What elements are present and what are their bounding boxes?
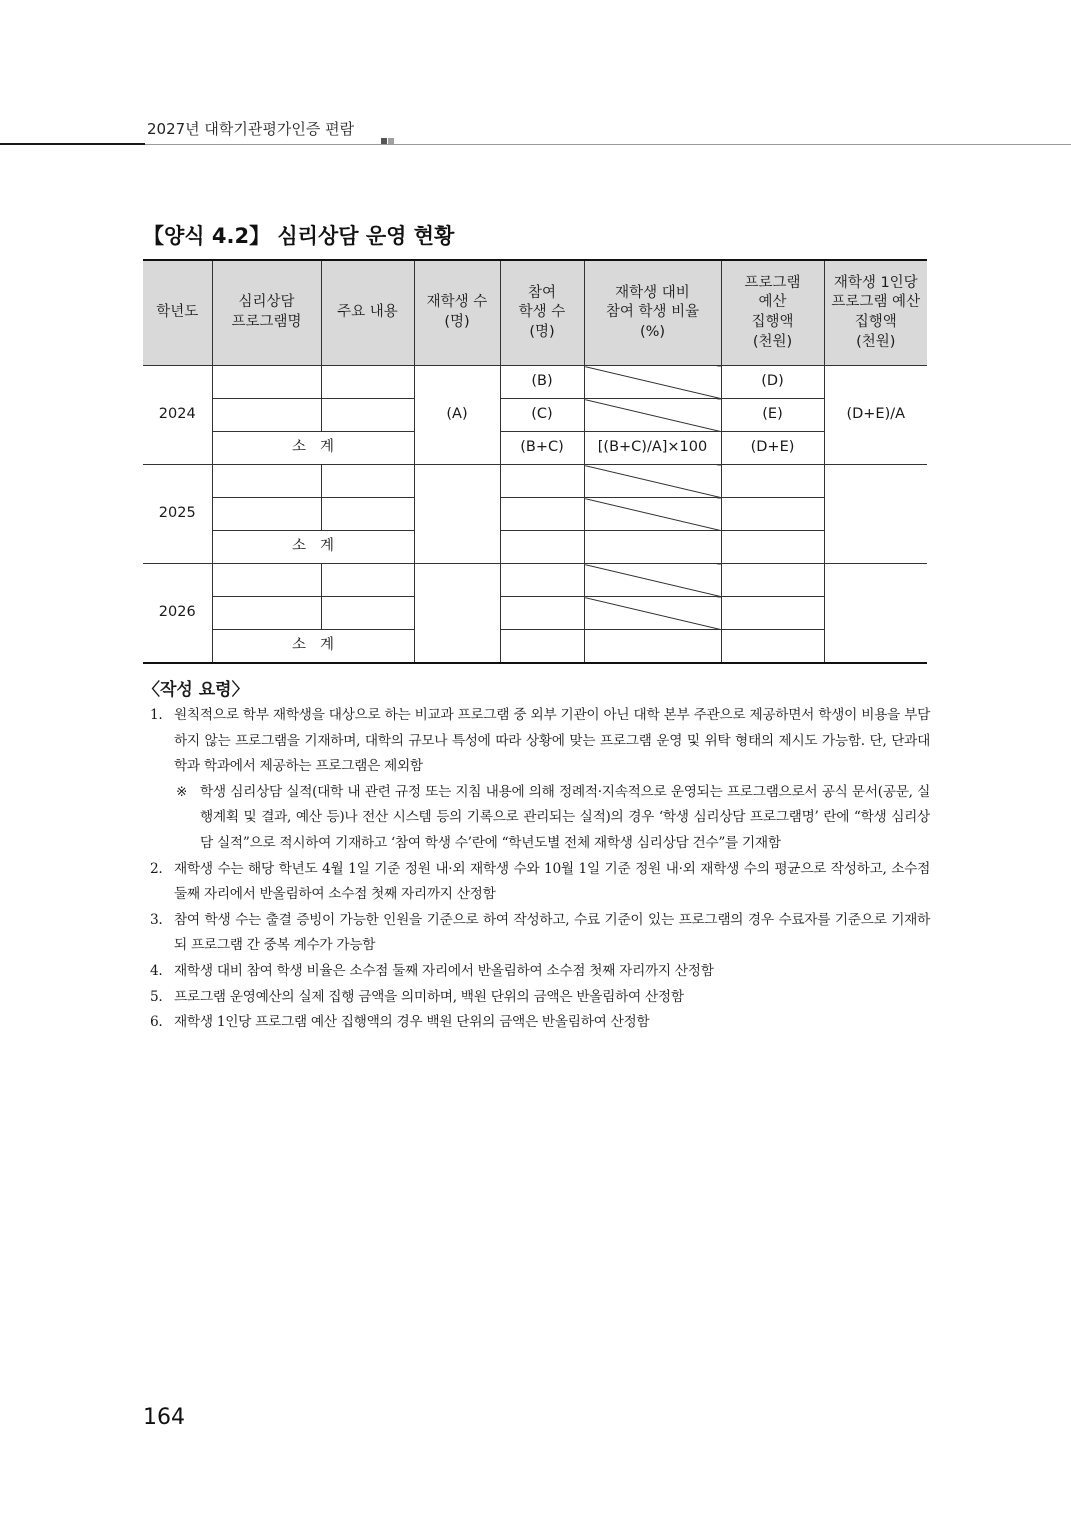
budget-cell: (E) (721, 399, 824, 432)
subtotal-ratio-cell (584, 630, 721, 664)
note-text: 학생 심리상담 실적(대학 내 관련 규정 또는 지침 내용에 의해 정례적·지속적으로 운영되는 프로그램으로서 공식 문서(공문, 실행계획 및 결과, 예산 등)나 전산 시스템 등의 기록으로 관리되는 실적)의 경우 ‘학생 심리상담 프로그램명’ 란에 “학생 심리상담 실적”으로 적시하여 기재하고 ‘참여 학생 수’란에 “학년도별 전체 재학생 심리상담 건수”를 기재함 (200, 783, 930, 851)
subtotal-label: 소계 (212, 531, 414, 564)
subtotal-budget-cell (721, 531, 824, 564)
program-name-cell[interactable] (212, 498, 321, 531)
column-header: 학년도 (143, 260, 212, 366)
header-decoration (381, 129, 395, 148)
table-row (143, 399, 927, 432)
guideline-number: 1. (150, 707, 163, 723)
guideline-text: 재학생 1인당 프로그램 예산 집행액의 경우 백원 단위의 금액은 반올림하여 산정함 (174, 1014, 650, 1031)
diagonal-blank-cell (584, 498, 721, 531)
budget-cell (721, 498, 824, 531)
per-student-budget-cell: (D+E)/A (824, 366, 927, 465)
diagonal-blank-cell (584, 597, 721, 630)
main-content-cell[interactable] (321, 564, 414, 597)
diagonal-blank-cell (584, 399, 721, 432)
main-content-cell[interactable] (321, 597, 414, 630)
guideline-number: 3. (150, 911, 163, 928)
page-number: 164 (143, 1405, 185, 1430)
subtotal-row (143, 531, 927, 564)
main-content-cell[interactable] (321, 399, 414, 432)
subtotal-label: 소계 (212, 432, 414, 465)
note-mark: ※ (176, 783, 188, 800)
column-header: 재학생 수 (명) (414, 260, 500, 366)
header-rule-thick (0, 143, 145, 145)
program-name-cell[interactable] (212, 597, 321, 630)
guideline-number: 2. (150, 860, 163, 877)
guideline-number: 4. (150, 962, 163, 979)
guideline-number: 5. (150, 988, 163, 1005)
guidelines-list (150, 703, 930, 1036)
form-title: 【양식 4.2】 심리상담 운영 현황 (143, 224, 455, 248)
diagonal-blank-cell (584, 366, 721, 399)
guideline-item (150, 1010, 930, 1036)
diagonal-blank-cell (584, 465, 721, 498)
table-header-row (143, 260, 927, 366)
student-count-cell: (A) (414, 366, 500, 465)
budget-cell (721, 465, 824, 498)
subtotal-ratio-cell (584, 531, 721, 564)
guideline-item (150, 703, 930, 780)
guideline-text: 프로그램 운영예산의 실제 집행 금액을 의미하며, 백원 단위의 금액은 반올림하여 산정함 (174, 988, 684, 1005)
participant-count-cell (500, 597, 584, 630)
subtotal-ratio-cell: [(B+C)/A]×100 (584, 432, 721, 465)
guideline-item (150, 908, 930, 959)
participant-count-cell (500, 465, 584, 498)
main-content-cell[interactable] (321, 465, 414, 498)
running-header-title: 2027년 대학기관평가인증 편람 (147, 120, 355, 138)
column-header: 참여 학생 수 (명) (500, 260, 584, 366)
table-row (143, 465, 927, 498)
guideline-text: 재학생 수는 해당 학년도 4월 1일 기준 정원 내·외 재학생 수와 10월 1일 기준 정원 내·외 재학생 수의 평균으로 작성하고, 소수점 둘째 자리에서 반올림하여 소수점 첫째 자리까지 산정함 (174, 860, 930, 903)
budget-cell: (D) (721, 366, 824, 399)
table-row (143, 597, 927, 630)
per-student-budget-cell (824, 564, 927, 664)
budget-cell (721, 597, 824, 630)
guideline-note (150, 780, 930, 857)
guideline-item (150, 985, 930, 1011)
guideline-text: 재학생 대비 참여 학생 비율은 소수점 둘째 자리에서 반올림하여 소수점 첫째 자리까지 산정함 (174, 962, 714, 979)
participant-count-cell: (C) (500, 399, 584, 432)
subtotal-budget-cell (721, 630, 824, 664)
diagonal-blank-cell (584, 564, 721, 597)
subtotal-budget-cell: (D+E) (721, 432, 824, 465)
column-header: 심리상담 프로그램명 (212, 260, 321, 366)
guideline-number: 6. (150, 1014, 163, 1031)
table-row (143, 498, 927, 531)
counseling-status-table (143, 259, 927, 664)
per-student-budget-cell (824, 465, 927, 564)
participant-count-cell: (B) (500, 366, 584, 399)
year-cell: 2024 (143, 366, 212, 465)
program-name-cell[interactable] (212, 465, 321, 498)
program-name-cell[interactable] (212, 399, 321, 432)
participant-count-cell (500, 498, 584, 531)
column-header: 재학생 대비 참여 학생 비율 (%) (584, 260, 721, 366)
student-count-cell (414, 564, 500, 664)
guideline-text: 참여 학생 수는 출결 증빙이 가능한 인원을 기준으로 하여 작성하고, 수료 기준이 있는 프로그램의 경우 수료자를 기준으로 기재하되 프로그램 간 중복 계수가 가능함 (174, 911, 930, 954)
year-cell: 2026 (143, 564, 212, 664)
program-name-cell[interactable] (212, 564, 321, 597)
student-count-cell (414, 465, 500, 564)
subtotal-participants-cell (500, 630, 584, 664)
column-header: 주요 내용 (321, 260, 414, 366)
subtotal-row (143, 432, 927, 465)
budget-cell (721, 564, 824, 597)
main-content-cell[interactable] (321, 498, 414, 531)
table-row (143, 564, 927, 597)
guidelines-title: 〈작성 요령〉 (143, 680, 249, 700)
program-name-cell[interactable] (212, 366, 321, 399)
guideline-text: 원칙적으로 학부 재학생을 대상으로 하는 비교과 프로그램 중 외부 기관이 아닌 대학 본부 주관으로 제공하면서 학생이 비용을 부담하지 않는 프로그램을 기재하며, 대학의 규모나 특성에 따라 상황에 맞는 프로그램 운영 및 위탁 형태의 제시도 가능함. 단, 단과대학과 학과에서 제공하는 프로그램은 제외함 (174, 707, 930, 775)
subtotal-participants-cell (500, 531, 584, 564)
subtotal-row (143, 630, 927, 664)
guideline-item (150, 857, 930, 908)
participant-count-cell (500, 564, 584, 597)
table-row (143, 366, 927, 399)
subtotal-participants-cell: (B+C) (500, 432, 584, 465)
year-cell: 2025 (143, 465, 212, 564)
column-header: 재학생 1인당 프로그램 예산 집행액 (천원) (824, 260, 927, 366)
header-rule-thin (145, 144, 1071, 145)
main-content-cell[interactable] (321, 366, 414, 399)
guideline-item (150, 959, 930, 985)
column-header: 프로그램 예산 집행액 (천원) (721, 260, 824, 366)
subtotal-label: 소계 (212, 630, 414, 664)
